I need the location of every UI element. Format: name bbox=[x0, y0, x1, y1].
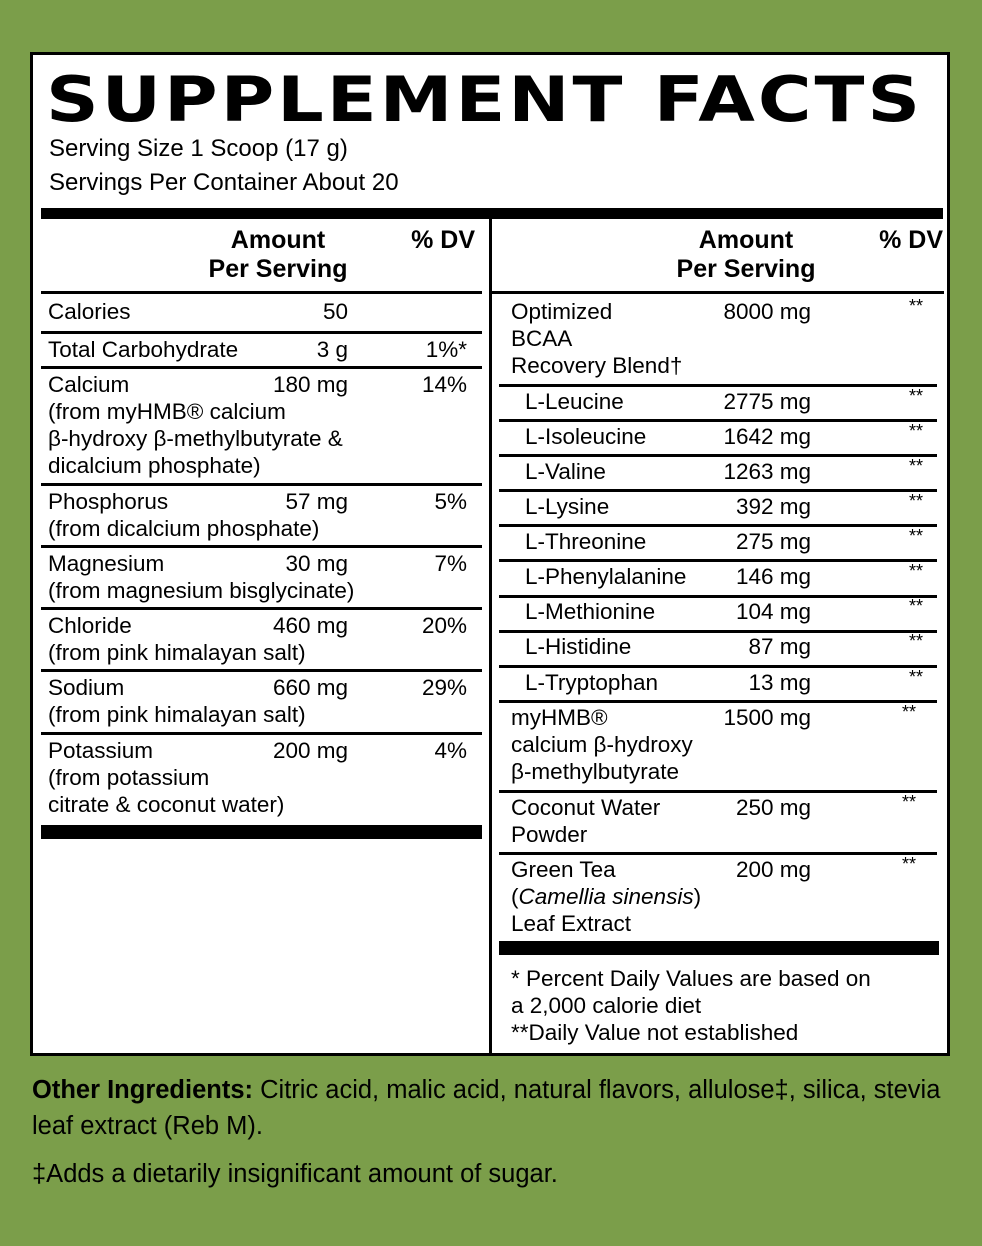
right-ingredient-amount: 1642 mg bbox=[723, 424, 811, 449]
footnotes bbox=[511, 965, 871, 1046]
right-ingredient-name: Coconut Water bbox=[511, 795, 661, 820]
right-ingredient-amount: 275 mg bbox=[735, 529, 811, 554]
left-nutrient-amount: 30 mg bbox=[285, 551, 348, 576]
left-nutrient-dv: 14% bbox=[421, 372, 467, 397]
panel-title: SUPPLEMENT FACTS bbox=[46, 63, 924, 136]
right-ingredient-amount: 1500 mg bbox=[723, 705, 811, 730]
left-dv-header: % DV bbox=[411, 226, 475, 254]
left-nutrient-name: Total Carbohydrate bbox=[48, 337, 239, 362]
right-row-divider bbox=[499, 454, 937, 457]
left-nutrient-name: Calories bbox=[48, 299, 131, 324]
left-nutrient-dv: 29% bbox=[421, 675, 467, 700]
right-row-divider bbox=[499, 524, 937, 527]
right-row-divider bbox=[499, 665, 937, 668]
right-ingredient-dv: ** bbox=[909, 596, 924, 616]
left-nutrient-dv: 1%* bbox=[425, 337, 467, 362]
other-ingredients-text: Citric acid, malic acid, natural flavors, allulose‡, silica, stevia leaf extract (Reb M). bbox=[32, 1076, 941, 1140]
servings-per-container: Servings Per Container About 20 bbox=[49, 169, 399, 196]
top-thick-divider bbox=[41, 208, 943, 219]
right-ingredient-dv: ** bbox=[909, 667, 924, 687]
left-nutrient-source: (from potassium bbox=[48, 765, 210, 790]
right-row-divider bbox=[499, 852, 937, 855]
left-nutrient-dv: 20% bbox=[421, 613, 467, 638]
right-ingredient-name: Optimized bbox=[511, 299, 613, 324]
left-amount-header bbox=[193, 226, 363, 284]
right-dv-header: % DV bbox=[879, 226, 943, 254]
right-ingredient-name: L-Tryptophan bbox=[525, 670, 658, 695]
right-ingredient-name: L-Phenylalanine bbox=[525, 564, 687, 589]
right-ingredient-dv: ** bbox=[909, 296, 924, 316]
left-row-divider bbox=[41, 331, 482, 334]
right-ingredient-name: L-Leucine bbox=[525, 389, 624, 414]
column-divider bbox=[489, 217, 492, 1053]
left-row-divider bbox=[41, 366, 482, 369]
right-ingredient-name: L-Histidine bbox=[525, 634, 632, 659]
right-ingredient-amount: 200 mg bbox=[735, 857, 811, 882]
right-ingredient-name: L-Methionine bbox=[525, 599, 656, 624]
right-amount-header bbox=[661, 226, 831, 284]
right-row-divider bbox=[499, 559, 937, 562]
right-ingredient-dv: ** bbox=[909, 526, 924, 546]
right-ingredient-name: L-Isoleucine bbox=[525, 424, 647, 449]
left-nutrient-source: (from magnesium bisglycinate) bbox=[48, 578, 355, 603]
right-row-divider bbox=[499, 419, 937, 422]
right-ingredient-name: L-Valine bbox=[525, 459, 606, 484]
right-ingredient-amount: 104 mg bbox=[735, 599, 811, 624]
right-row-divider bbox=[492, 291, 944, 294]
left-nutrient-source: (from pink himalayan salt) bbox=[48, 640, 306, 665]
right-ingredient-amount: 13 mg bbox=[748, 670, 811, 695]
left-nutrient-source: dicalcium phosphate) bbox=[48, 453, 261, 478]
right-ingredient-amount: 250 mg bbox=[735, 795, 811, 820]
serving-size: Serving Size 1 Scoop (17 g) bbox=[49, 135, 348, 162]
supplement-facts-panel bbox=[30, 52, 950, 1056]
left-nutrient-name: Sodium bbox=[48, 675, 125, 700]
right-ingredient-dv: ** bbox=[909, 561, 924, 581]
right-ingredient-dv: ** bbox=[902, 854, 917, 874]
right-ingredient-name: Recovery Blend† bbox=[511, 353, 683, 378]
left-row-divider bbox=[41, 732, 482, 735]
right-row-divider bbox=[499, 700, 937, 703]
left-amount-header-line2: Per Serving bbox=[208, 255, 348, 283]
left-nutrient-dv: 4% bbox=[434, 738, 467, 763]
left-nutrient-source: (from pink himalayan salt) bbox=[48, 702, 306, 727]
left-row-divider bbox=[41, 483, 482, 486]
left-nutrient-amount: 660 mg bbox=[272, 675, 348, 700]
other-ingredients-label: Other Ingredients: bbox=[32, 1076, 254, 1104]
right-row-divider bbox=[499, 790, 937, 793]
right-ingredient-name: (Camellia sinensis) bbox=[511, 884, 702, 909]
right-ingredient-dv: ** bbox=[909, 421, 924, 441]
right-amount-header-line2: Per Serving bbox=[676, 255, 816, 283]
left-nutrient-amount: 180 mg bbox=[272, 372, 348, 397]
left-row-divider bbox=[41, 669, 482, 672]
left-nutrient-name: Chloride bbox=[48, 613, 132, 638]
right-ingredient-amount: 146 mg bbox=[735, 564, 811, 589]
right-ingredient-name: Leaf Extract bbox=[511, 911, 632, 936]
left-row-divider bbox=[41, 607, 482, 610]
left-nutrient-name: Magnesium bbox=[48, 551, 165, 576]
right-ingredient-name: Powder bbox=[511, 822, 588, 847]
left-amount-header-line1: Amount bbox=[230, 226, 326, 254]
left-nutrient-source: (from myHMB® calcium bbox=[48, 399, 286, 424]
right-ingredient-dv: ** bbox=[909, 386, 924, 406]
right-ingredient-name: myHMB® bbox=[511, 705, 608, 730]
left-nutrient-name: Phosphorus bbox=[48, 489, 169, 514]
left-nutrient-dv: 7% bbox=[434, 551, 467, 576]
right-ingredient-name: calcium β-hydroxy bbox=[511, 732, 693, 757]
right-ingredient-name: L-Threonine bbox=[525, 529, 647, 554]
left-nutrient-name: Calcium bbox=[48, 372, 130, 397]
right-ingredient-name: L-Lysine bbox=[525, 494, 610, 519]
right-row-divider bbox=[499, 384, 937, 387]
right-ingredient-dv: ** bbox=[909, 491, 924, 511]
right-ingredient-amount: 87 mg bbox=[748, 634, 811, 659]
left-nutrient-name: Potassium bbox=[48, 738, 154, 763]
footnote-not-established: **Daily Value not established bbox=[511, 1020, 799, 1045]
left-row-divider bbox=[41, 291, 482, 294]
left-nutrient-source: citrate & coconut water) bbox=[48, 792, 285, 817]
right-ingredient-amount: 8000 mg bbox=[723, 299, 811, 324]
right-bottom-thick-divider bbox=[499, 941, 939, 955]
left-nutrient-source: β-hydroxy β-methylbutyrate & bbox=[48, 426, 343, 451]
right-row-divider bbox=[499, 489, 937, 492]
left-nutrient-source: (from dicalcium phosphate) bbox=[48, 516, 320, 541]
right-ingredient-dv: ** bbox=[909, 456, 924, 476]
left-nutrient-amount: 57 mg bbox=[285, 489, 348, 514]
right-ingredient-amount: 1263 mg bbox=[723, 459, 811, 484]
right-ingredient-name: BCAA bbox=[511, 326, 573, 351]
left-nutrient-dv: 5% bbox=[434, 489, 467, 514]
right-ingredient-dv: ** bbox=[902, 702, 917, 722]
right-ingredient-amount: 392 mg bbox=[735, 494, 811, 519]
footnote-dv: * Percent Daily Values are based on bbox=[511, 966, 871, 991]
right-ingredient-name: β-methylbutyrate bbox=[511, 759, 680, 784]
right-ingredient-amount: 2775 mg bbox=[723, 389, 811, 414]
right-ingredient-name: Green Tea bbox=[511, 857, 616, 882]
left-nutrient-amount: 3 g bbox=[316, 337, 348, 362]
dagger-note: ‡Adds a dietarily insignificant amount of sugar. bbox=[32, 1160, 558, 1188]
left-nutrient-amount: 50 bbox=[322, 299, 348, 324]
right-ingredient-dv: ** bbox=[902, 792, 917, 812]
left-row-divider bbox=[41, 545, 482, 548]
right-ingredient-dv: ** bbox=[909, 631, 924, 651]
left-nutrient-amount: 460 mg bbox=[272, 613, 348, 638]
right-amount-header-line1: Amount bbox=[698, 226, 794, 254]
footnote-calorie: a 2,000 calorie diet bbox=[511, 993, 702, 1018]
other-ingredients bbox=[32, 1072, 952, 1144]
left-nutrient-amount: 200 mg bbox=[272, 738, 348, 763]
left-bottom-thick-divider bbox=[41, 825, 482, 839]
